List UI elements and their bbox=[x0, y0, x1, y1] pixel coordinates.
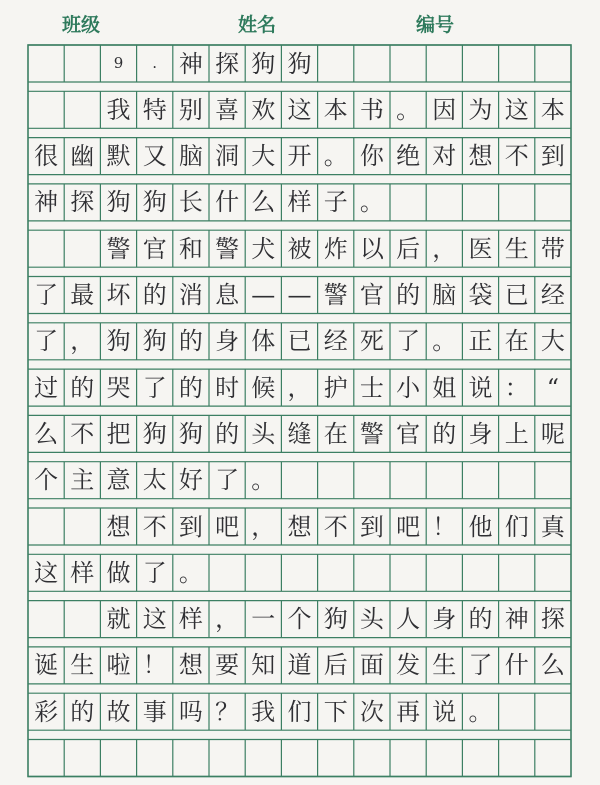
essay-char: ， bbox=[432, 234, 457, 263]
essay-char: 探 bbox=[540, 605, 565, 634]
essay-char: 不 bbox=[504, 142, 529, 171]
essay-char: 在 bbox=[323, 419, 348, 448]
essay-char: 经 bbox=[540, 281, 565, 309]
essay-char: 到 bbox=[359, 512, 384, 541]
essay-char: 脑 bbox=[178, 142, 203, 171]
essay-char: 吗 bbox=[178, 697, 203, 726]
essay-char: 了 bbox=[142, 558, 167, 587]
essay-char: 真 bbox=[540, 512, 565, 541]
essay-char: 本 bbox=[540, 95, 565, 124]
essay-char: 书 bbox=[359, 95, 384, 124]
essay-char: 了 bbox=[468, 651, 493, 680]
essay-char: 的 bbox=[468, 605, 493, 634]
essay-char: 狗 bbox=[142, 188, 167, 217]
essay-char: 下 bbox=[323, 697, 348, 726]
essay-char: 过 bbox=[34, 373, 59, 402]
essay-char: 神 bbox=[34, 188, 59, 217]
essay-char: 缝 bbox=[287, 419, 312, 448]
essay-char: 别 bbox=[178, 95, 203, 124]
essay-char: 子 bbox=[323, 188, 348, 217]
essay-char: 护 bbox=[323, 373, 348, 402]
essay-char: 士 bbox=[359, 373, 384, 402]
essay-char: 狗 bbox=[142, 419, 167, 448]
essay-char: 身 bbox=[432, 605, 457, 634]
essay-char: 炸 bbox=[323, 234, 348, 263]
essay-char: 警 bbox=[359, 419, 384, 448]
essay-char: 的 bbox=[70, 697, 95, 726]
essay-char: 狗 bbox=[323, 605, 348, 634]
essay-char: 要 bbox=[215, 651, 240, 680]
essay-char: 已 bbox=[287, 327, 312, 356]
essay-char: 样 bbox=[70, 558, 95, 587]
essay-char: 对 bbox=[432, 142, 457, 171]
essay-char: 欢 bbox=[251, 95, 276, 124]
essay-char: ， bbox=[70, 327, 95, 356]
essay-char: 想 bbox=[468, 142, 493, 171]
essay-char: 被 bbox=[287, 234, 312, 263]
essay-char: 一 bbox=[251, 605, 276, 634]
essay-char: 你 bbox=[359, 142, 384, 171]
essay-char: 把 bbox=[106, 419, 131, 448]
essay-char: 时 bbox=[215, 373, 240, 402]
essay-char: 个 bbox=[34, 466, 59, 495]
essay-char: 头 bbox=[251, 419, 276, 448]
essay-char: 因 bbox=[432, 95, 457, 124]
essay-char: 神 bbox=[504, 605, 529, 634]
essay-char: ， bbox=[215, 605, 240, 634]
essay-char: 大 bbox=[540, 327, 565, 356]
essay-char: 知 bbox=[251, 651, 276, 680]
essay-char: 本 bbox=[323, 95, 348, 124]
essay-char: ！ bbox=[432, 512, 457, 541]
essay-char: 狗 bbox=[106, 327, 131, 356]
essay-char: 他 bbox=[468, 512, 493, 541]
essay-char: 官 bbox=[359, 281, 384, 309]
essay-char: 头 bbox=[359, 605, 384, 634]
essay-char: 。 bbox=[178, 558, 203, 587]
essay-char: 的 bbox=[396, 281, 421, 309]
essay-char: 探 bbox=[215, 49, 240, 78]
essay-char: 犬 bbox=[251, 234, 276, 263]
essay-char: 做 bbox=[106, 558, 131, 587]
essay-char: 幽 bbox=[70, 142, 95, 171]
essay-char: . bbox=[152, 54, 158, 72]
essay-char: 的 bbox=[70, 373, 95, 402]
essay-char: 的 bbox=[178, 327, 203, 356]
essay-char: 已 bbox=[504, 281, 529, 309]
essay-char: 了 bbox=[34, 327, 59, 356]
essay-char: 这 bbox=[287, 95, 312, 124]
essay-char: 。 bbox=[468, 697, 493, 726]
essay-char: 说 bbox=[468, 373, 493, 402]
essay-char: ， bbox=[251, 512, 276, 541]
essay-char: 么 bbox=[251, 188, 276, 217]
essay-char: 样 bbox=[287, 188, 312, 217]
essay-char: 体 bbox=[251, 327, 276, 356]
essay-char: 诞 bbox=[34, 651, 59, 680]
essay-char: 又 bbox=[142, 142, 167, 171]
essay-char: 狗 bbox=[251, 49, 276, 78]
essay-char: 在 bbox=[504, 327, 529, 356]
essay-char: 。 bbox=[323, 142, 348, 171]
essay-char: 了 bbox=[34, 281, 59, 309]
essay-char: 的 bbox=[178, 373, 203, 402]
essay-char: 不 bbox=[70, 419, 95, 448]
essay-char: 生 bbox=[504, 234, 529, 263]
essay-char: 次 bbox=[359, 697, 384, 726]
essay-char: — bbox=[287, 281, 312, 309]
essay-char: 开 bbox=[287, 142, 312, 171]
essay-char: 特 bbox=[142, 95, 167, 124]
essay-char: 官 bbox=[142, 234, 167, 263]
essay-char: 面 bbox=[359, 651, 384, 680]
essay-char: 小 bbox=[396, 373, 421, 402]
essay-char: 大 bbox=[251, 142, 276, 171]
essay-char: 样 bbox=[178, 605, 203, 634]
essay-char: 我 bbox=[106, 95, 131, 124]
essay-char: 故 bbox=[106, 697, 131, 726]
essay-char: 啦 bbox=[106, 651, 131, 680]
essay-char: ： bbox=[504, 373, 529, 402]
essay-char: 。 bbox=[359, 188, 384, 217]
essay-char: 默 bbox=[106, 142, 131, 171]
essay-char: 了 bbox=[396, 327, 421, 356]
essay-char: 姐 bbox=[432, 373, 457, 402]
essay-char: 9 bbox=[113, 54, 124, 72]
essay-char: 不 bbox=[142, 512, 167, 541]
essay-char: 狗 bbox=[106, 188, 131, 217]
essay-char: 们 bbox=[504, 512, 529, 541]
essay-char: ， bbox=[287, 373, 312, 402]
essay-char: 意 bbox=[106, 466, 131, 495]
essay-char: 喜 bbox=[215, 95, 240, 124]
essay-char: 人 bbox=[396, 605, 421, 634]
essay-char: 神 bbox=[178, 49, 203, 78]
essay-char: 的 bbox=[215, 419, 240, 448]
essay-char: 了 bbox=[142, 373, 167, 402]
essay-char: 生 bbox=[432, 651, 457, 680]
essay-char: 消 bbox=[178, 281, 203, 309]
essay-char: 想 bbox=[106, 512, 131, 541]
essay-char: 候 bbox=[251, 373, 276, 402]
essay-char: 脑 bbox=[432, 281, 457, 309]
essay-char: 就 bbox=[106, 605, 131, 634]
essay-char: 狗 bbox=[142, 327, 167, 356]
essay-char: 最 bbox=[70, 281, 95, 309]
essay-char: 再 bbox=[396, 697, 421, 726]
essay-char: 警 bbox=[215, 234, 240, 263]
essay-char: 绝 bbox=[396, 142, 421, 171]
essay-char: 呢 bbox=[540, 419, 565, 448]
essay-char: 么 bbox=[34, 419, 59, 448]
essay-char: 了 bbox=[215, 466, 240, 495]
essay-char: 说 bbox=[432, 697, 457, 726]
essay-char: 以 bbox=[359, 234, 384, 263]
essay-char: 警 bbox=[323, 281, 348, 309]
essay-char: 。 bbox=[251, 466, 276, 495]
essay-char: 正 bbox=[468, 327, 493, 356]
essay-char: 发 bbox=[396, 651, 421, 680]
essay-char: 吧 bbox=[396, 512, 421, 541]
essay-char: 坏 bbox=[106, 281, 131, 309]
essay-char: 太 bbox=[142, 466, 167, 495]
essay-char: 。 bbox=[396, 95, 421, 124]
essay-char: 的 bbox=[142, 281, 167, 309]
essay-char: 到 bbox=[540, 142, 565, 171]
essay-char: 身 bbox=[468, 419, 493, 448]
essay-char: 们 bbox=[287, 697, 312, 726]
essay-char: 袋 bbox=[468, 281, 493, 309]
essay-char: 彩 bbox=[34, 697, 59, 726]
essay-char: 后 bbox=[323, 651, 348, 680]
essay-char: 主 bbox=[70, 466, 95, 495]
essay-char: 个 bbox=[287, 605, 312, 634]
essay-char: 么 bbox=[540, 651, 565, 680]
essay-char: 长 bbox=[178, 188, 203, 217]
essay-char: 的 bbox=[432, 419, 457, 448]
essay-char: 洞 bbox=[215, 142, 240, 171]
essay-char: “ bbox=[546, 373, 560, 402]
essay-char: ？ bbox=[215, 697, 240, 726]
essay-char: 经 bbox=[323, 327, 348, 356]
essay-char: 什 bbox=[215, 188, 240, 217]
essay-char: 狗 bbox=[287, 49, 312, 78]
essay-char: 到 bbox=[178, 512, 203, 541]
essay-char: 和 bbox=[178, 234, 203, 263]
essay-char: 警 bbox=[106, 234, 131, 263]
essay-char: 我 bbox=[251, 697, 276, 726]
essay-char: 好 bbox=[178, 466, 203, 495]
essay-char: 死 bbox=[359, 327, 384, 356]
essay-char: 吧 bbox=[215, 512, 240, 541]
essay-char: 不 bbox=[323, 512, 348, 541]
essay-char: 息 bbox=[215, 281, 240, 309]
name-label: 姓名 bbox=[238, 14, 277, 36]
essay-char: 为 bbox=[468, 95, 493, 124]
class-label: 班级 bbox=[62, 14, 101, 36]
essay-char: 哭 bbox=[106, 373, 131, 402]
essay-char: 官 bbox=[396, 419, 421, 448]
essay-char: 狗 bbox=[178, 419, 203, 448]
essay-char: 这 bbox=[504, 95, 529, 124]
essay-char: 探 bbox=[70, 188, 95, 217]
essay-char: ！ bbox=[142, 651, 167, 680]
essay-char: 很 bbox=[34, 142, 59, 171]
essay-char: 带 bbox=[540, 234, 565, 263]
essay-char: 什 bbox=[504, 651, 529, 680]
essay-char: 身 bbox=[215, 327, 240, 356]
essay-char: 事 bbox=[142, 697, 167, 726]
essay-char: 后 bbox=[396, 234, 421, 263]
essay-char: 上 bbox=[504, 419, 529, 448]
essay-char: 道 bbox=[287, 651, 312, 680]
essay-char: 想 bbox=[287, 512, 312, 541]
essay-char: 。 bbox=[432, 327, 457, 356]
essay-char: 这 bbox=[142, 605, 167, 634]
essay-char: 想 bbox=[178, 651, 203, 680]
essay-char: — bbox=[251, 281, 276, 309]
essay-char: 生 bbox=[70, 651, 95, 680]
number-label: 编号 bbox=[416, 14, 455, 36]
essay-char: 医 bbox=[468, 234, 493, 263]
essay-char: 这 bbox=[34, 558, 59, 587]
